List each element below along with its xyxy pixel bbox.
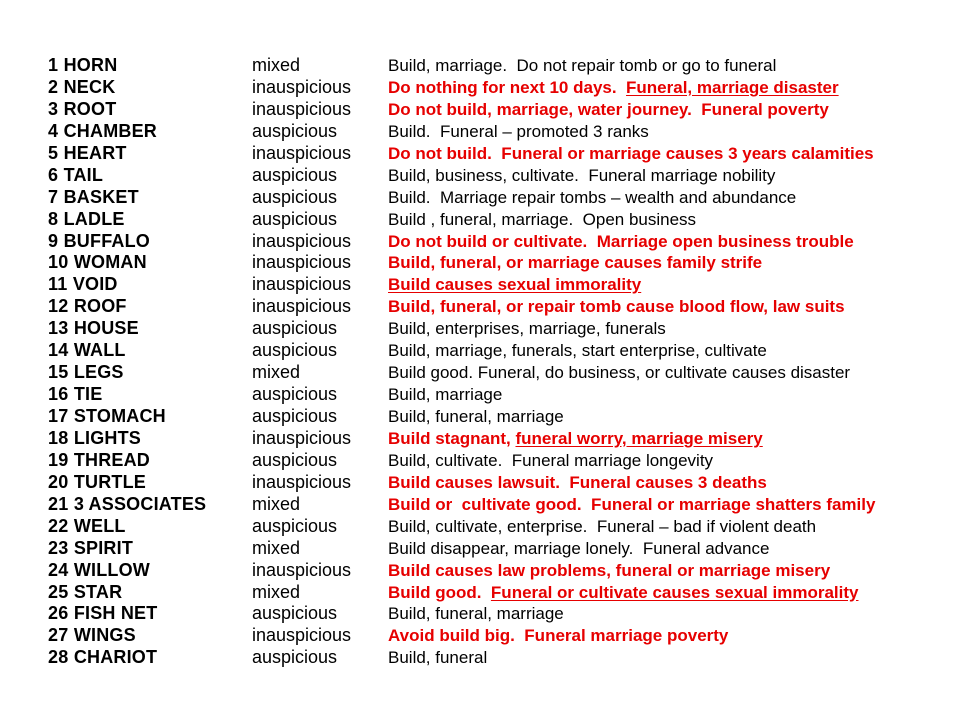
- mansion-description-text: Build. Marriage repair tombs – wealth and abundance: [388, 187, 797, 207]
- mansion-name: SPIRIT: [73, 537, 134, 558]
- mansion-row: [48, 252, 944, 274]
- mansion-description: [388, 495, 944, 515]
- mansion-description-underlined-text: funeral worry, marriage misery: [515, 428, 763, 448]
- mansion-description: [388, 626, 944, 646]
- mansion-row: [48, 77, 944, 99]
- mansion-status: mixed: [252, 362, 301, 383]
- mansion-status: mixed: [252, 493, 301, 514]
- mansion-number: 8: [48, 208, 59, 229]
- mansion-description-text: Build causes lawsuit. Funeral causes 3 deaths: [388, 472, 767, 492]
- mansion-description-text: Build stagnant,: [388, 428, 516, 448]
- mansion-row: [48, 165, 944, 187]
- mansion-description: [388, 56, 944, 76]
- mansion-row: [48, 296, 944, 318]
- mansion-row: [48, 603, 944, 625]
- mansion-status: inauspicious: [252, 427, 352, 448]
- mansion-number: 12: [48, 296, 69, 317]
- mansion-name: HOUSE: [73, 318, 139, 339]
- mansion-row-label: [48, 187, 252, 208]
- mansion-number: 3: [48, 98, 59, 119]
- mansion-number: 7: [48, 186, 59, 207]
- mansion-name: CHARIOT: [73, 647, 158, 668]
- mansion-row: [48, 99, 944, 121]
- mansion-row: [48, 209, 944, 231]
- mansion-number: 1: [48, 55, 59, 75]
- mansion-status: mixed: [252, 537, 301, 558]
- mansion-row-label: [48, 560, 252, 581]
- mansion-description: [388, 517, 944, 537]
- mansion-status: auspicious: [252, 318, 338, 339]
- mansion-name: BUFFALO: [63, 230, 150, 251]
- mansion-description-text: Build good. Funeral, do business, or cultivate causes disaster: [388, 363, 851, 383]
- mansion-description-text: Build, marriage, funerals, start enterprise, cultivate: [388, 341, 767, 361]
- mansion-status: auspicious: [252, 515, 338, 536]
- mansion-name: WALL: [73, 340, 126, 361]
- mansion-name: CHAMBER: [63, 120, 158, 141]
- mansion-number: 28: [48, 647, 69, 668]
- mansion-number: 23: [48, 537, 69, 558]
- mansion-description: [388, 210, 944, 230]
- mansion-number: 13: [48, 318, 69, 339]
- mansion-status: auspicious: [252, 186, 338, 207]
- mansion-description: [388, 341, 944, 361]
- mansion-status: inauspicious: [252, 252, 352, 273]
- mansion-status: inauspicious: [252, 274, 352, 295]
- mansion-name: TAIL: [63, 164, 104, 185]
- mansion-row-label: [48, 252, 252, 273]
- mansion-status: auspicious: [252, 164, 338, 185]
- mansion-status: auspicious: [252, 449, 338, 470]
- mansion-row: [48, 516, 944, 538]
- mansion-description-text: Build, funeral, or marriage causes family strife: [388, 253, 763, 273]
- mansion-row: [48, 187, 944, 209]
- mansion-description: [388, 78, 944, 98]
- mansion-description-text: Build, cultivate, enterprise. Funeral – bad if violent death: [388, 516, 817, 536]
- mansion-row: [48, 560, 944, 582]
- mansion-description-text: Build, funeral, marriage: [388, 604, 564, 624]
- mansion-name: THREAD: [73, 449, 151, 470]
- mansion-row: [48, 582, 944, 604]
- mansion-description-underlined-text: Funeral or cultivate causes sexual immorality: [490, 582, 859, 602]
- mansion-number: 24: [48, 559, 69, 580]
- mansion-name: LEGS: [73, 362, 124, 383]
- mansion-status: inauspicious: [252, 142, 352, 163]
- mansion-name: WOMAN: [73, 252, 147, 273]
- mansion-description: [388, 253, 944, 273]
- mansion-row: [48, 121, 944, 143]
- mansion-name: VOID: [72, 274, 118, 295]
- mansion-description-text: Build good.: [388, 582, 491, 602]
- mansion-description: [388, 166, 944, 186]
- mansion-row: [48, 55, 944, 77]
- mansion-description-text: Build, marriage: [388, 385, 503, 405]
- mansion-name: STAR: [73, 581, 123, 602]
- mansion-number: 22: [48, 515, 69, 536]
- mansion-name: WILLOW: [73, 559, 150, 580]
- mansion-status: inauspicious: [252, 625, 352, 646]
- mansion-description-text: Build, business, cultivate. Funeral marriage nobility: [388, 165, 776, 185]
- mansion-name: TURTLE: [73, 471, 147, 492]
- mansion-number: 14: [48, 340, 69, 361]
- mansion-name: HEART: [63, 142, 127, 163]
- mansion-description-text: Build. Funeral – promoted 3 ranks: [388, 121, 649, 141]
- mansion-description: [388, 539, 944, 559]
- mansion-description-text: Build, funeral: [388, 648, 488, 668]
- mansion-number: 27: [48, 625, 69, 646]
- mansion-row: [48, 625, 944, 647]
- mansion-number: 5: [48, 142, 59, 163]
- mansion-number: 18: [48, 427, 69, 448]
- mansion-status: auspicious: [252, 120, 338, 141]
- mansion-row-label: [48, 121, 252, 142]
- mansion-status: auspicious: [252, 406, 338, 426]
- mansion-status: inauspicious: [252, 471, 352, 492]
- mansion-description: [388, 561, 944, 581]
- mansion-row-label: [48, 296, 252, 317]
- mansion-status: auspicious: [252, 384, 338, 405]
- mansion-description: [388, 385, 944, 405]
- mansion-row-label: [48, 406, 252, 427]
- mansion-description-text: Build or cultivate good. Funeral or marriage shatters family: [388, 494, 876, 514]
- mansion-description: [388, 363, 944, 383]
- mansion-description-text: Build disappear, marriage lonely. Funeral advance: [388, 538, 770, 558]
- mansion-name: WELL: [73, 515, 126, 536]
- mansion-row: [48, 384, 944, 406]
- mansion-row-label: [48, 494, 252, 515]
- mansion-number: 16: [48, 384, 69, 405]
- mansion-status: inauspicious: [252, 296, 352, 317]
- mansion-description-text: Build, funeral, or repair tomb cause blood flow, law suits: [388, 297, 845, 317]
- mansion-row: [48, 274, 944, 296]
- mansion-row-label: [48, 231, 252, 252]
- mansion-number: 20: [48, 471, 69, 492]
- mansion-number: 4: [48, 120, 59, 141]
- mansion-row: [48, 231, 944, 253]
- mansion-description-text: Avoid build big. Funeral marriage poverty: [388, 626, 729, 646]
- mansion-status: auspicious: [252, 603, 338, 624]
- mansion-description: [388, 429, 944, 449]
- mansion-row-label: [48, 77, 252, 98]
- mansion-description-text: Do not build, marriage, water journey. Funeral poverty: [388, 99, 829, 119]
- mansion-status: inauspicious: [252, 230, 352, 251]
- mansion-number: 25: [48, 581, 69, 602]
- mansion-row-label: [48, 472, 252, 493]
- mansion-row: [48, 318, 944, 340]
- mansion-row-label: [48, 384, 252, 405]
- mansion-row: [48, 450, 944, 472]
- mansion-status: mixed: [252, 55, 301, 75]
- mansion-row: [48, 428, 944, 450]
- mansion-name: BASKET: [63, 186, 139, 207]
- mansion-number: 11: [48, 274, 68, 295]
- mansion-description: [388, 100, 944, 120]
- mansion-name: NECK: [63, 76, 116, 97]
- mansion-description: [388, 232, 944, 252]
- mansion-row-label: [48, 340, 252, 361]
- mansion-description-text: Build, enterprises, marriage, funerals: [388, 319, 666, 339]
- mansion-status: inauspicious: [252, 76, 352, 97]
- mansion-number: 21: [48, 493, 69, 514]
- mansion-row: [48, 143, 944, 165]
- mansion-row: [48, 472, 944, 494]
- mansion-status: auspicious: [252, 647, 338, 668]
- mansion-description-text: Do not build or cultivate. Marriage open business trouble: [388, 231, 854, 251]
- mansion-description: [388, 188, 944, 208]
- mansion-row-label: [48, 582, 252, 603]
- mansion-number: 2: [48, 76, 59, 97]
- mansion-row: [48, 538, 944, 560]
- mansion-row: [48, 494, 944, 516]
- mansion-description: [388, 275, 944, 295]
- mansion-row: [48, 647, 944, 669]
- mansion-row-label: [48, 165, 252, 186]
- mansion-description: [388, 451, 944, 471]
- mansion-status: auspicious: [252, 208, 338, 229]
- mansion-row: [48, 340, 944, 362]
- mansion-row-label: [48, 55, 252, 76]
- mansion-name: ROOT: [63, 98, 117, 119]
- mansion-row-label: [48, 625, 252, 646]
- mansion-name: STOMACH: [73, 406, 166, 426]
- mansion-description: [388, 648, 944, 668]
- mansion-description: [388, 473, 944, 493]
- mansion-description: [388, 122, 944, 142]
- mansion-description-underlined-text: Funeral, marriage disaster: [626, 77, 839, 97]
- mansion-description-text: Build causes law problems, funeral or marriage misery: [388, 560, 831, 580]
- mansion-description: [388, 604, 944, 624]
- mansion-row-label: [48, 516, 252, 537]
- mansion-number: 26: [48, 603, 69, 624]
- mansion-row-label: [48, 318, 252, 339]
- mansion-description-text: Do not build. Funeral or marriage causes 3 years calamities: [388, 143, 874, 163]
- mansion-description-text: Build, funeral, marriage: [388, 407, 564, 426]
- mansion-row: [48, 362, 944, 384]
- mansion-row-label: [48, 99, 252, 120]
- mansion-name: WINGS: [73, 625, 136, 646]
- mansion-row-label: [48, 274, 252, 295]
- mansion-description-text: Build, cultivate. Funeral marriage longevity: [388, 450, 714, 470]
- mansion-number: 9: [48, 230, 59, 251]
- mansions-table: [48, 55, 944, 669]
- mansion-row-label: [48, 603, 252, 624]
- mansion-description: [388, 297, 944, 317]
- mansion-row-label: [48, 143, 252, 164]
- mansion-description: [388, 319, 944, 339]
- mansion-status: mixed: [252, 581, 301, 602]
- mansion-status: inauspicious: [252, 98, 352, 119]
- mansion-status: auspicious: [252, 340, 338, 361]
- mansion-number: 6: [48, 164, 59, 185]
- mansion-row-label: [48, 428, 252, 449]
- mansion-name: 3 ASSOCIATES: [73, 493, 207, 514]
- mansion-description: [388, 583, 944, 603]
- mansion-status: inauspicious: [252, 559, 352, 580]
- mansion-row-label: [48, 450, 252, 471]
- mansion-name: LIGHTS: [73, 427, 142, 448]
- mansion-row-label: [48, 647, 252, 668]
- mansion-name: HORN: [63, 55, 118, 75]
- mansion-name: LADLE: [63, 208, 125, 229]
- mansion-description: [388, 407, 944, 427]
- mansion-number: 17: [48, 406, 69, 426]
- mansion-description-text: Do nothing for next 10 days.: [388, 77, 627, 97]
- mansion-row-label: [48, 209, 252, 230]
- mansion-name: FISH NET: [73, 603, 158, 624]
- mansion-number: 15: [48, 362, 69, 383]
- mansion-row: [48, 406, 944, 428]
- mansion-description: [388, 144, 944, 164]
- mansion-description-text: Build, marriage. Do not repair tomb or go to funeral: [388, 56, 777, 75]
- mansion-row-label: [48, 362, 252, 383]
- mansion-row-label: [48, 538, 252, 559]
- mansion-number: 19: [48, 449, 69, 470]
- mansion-description-text: Build , funeral, marriage. Open business: [388, 209, 697, 229]
- mansion-name: ROOF: [73, 296, 127, 317]
- mansion-name: TIE: [73, 384, 103, 405]
- mansion-number: 10: [48, 252, 69, 273]
- mansion-description-underlined-text: Build causes sexual immorality: [388, 275, 642, 295]
